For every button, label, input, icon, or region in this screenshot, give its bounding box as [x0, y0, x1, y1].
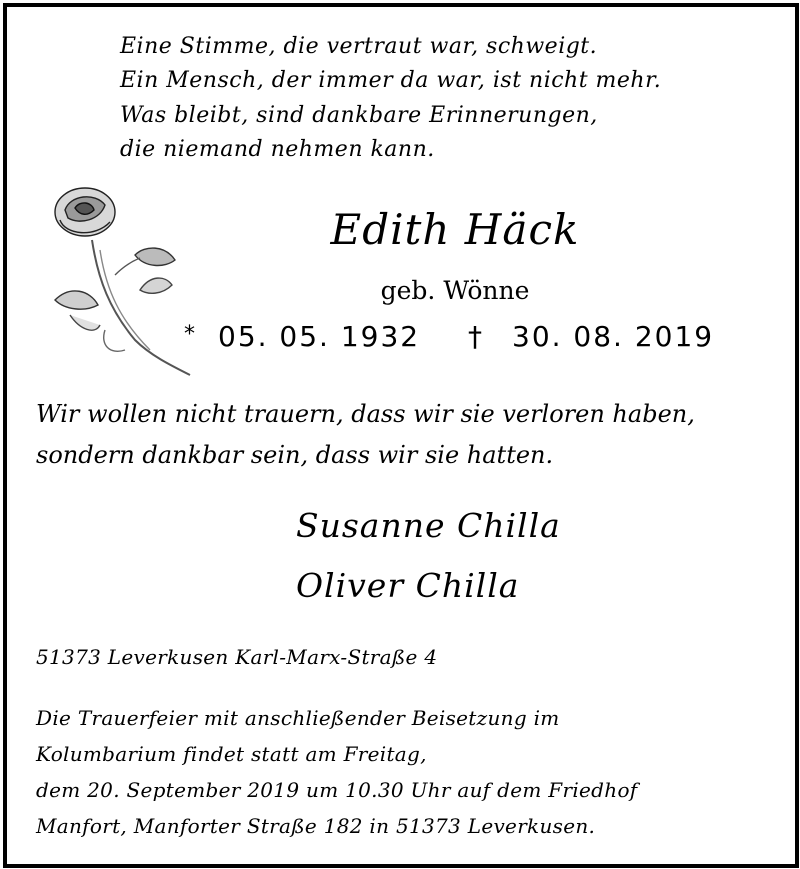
poem-line-1: Eine Stimme, die vertraut war, schweigt.	[120, 34, 598, 59]
ceremony-line-1: Die Trauerfeier mit anschließender Beisetzung im	[36, 706, 560, 730]
poem-line-2: Ein Mensch, der immer da war, ist nicht mehr.	[120, 68, 662, 93]
birth-date: 05. 05. 1932	[218, 320, 421, 353]
address: 51373 Leverkusen Karl-Marx-Straße 4	[36, 645, 438, 669]
quote-line-1: Wir wollen nicht trauern, dass wir sie verloren haben,	[36, 400, 695, 428]
obituary-frame	[3, 3, 799, 868]
deceased-name: Edith Häck	[330, 205, 580, 254]
quote-line-2: sondern dankbar sein, dass wir sie hatten.	[36, 441, 554, 469]
mourner-name-2: Oliver Chilla	[296, 566, 520, 605]
mourner-name-1: Susanne Chilla	[296, 506, 561, 545]
birth-name: geb. Wönne	[380, 276, 530, 305]
ceremony-line-3: dem 20. September 2019 um 10.30 Uhr auf dem Friedhof	[36, 778, 638, 802]
poem-line-4: die niemand nehmen kann.	[120, 137, 435, 162]
poem-line-3: Was bleibt, sind dankbare Erinnerungen,	[120, 103, 598, 128]
birth-symbol: *	[184, 322, 197, 347]
ceremony-line-4: Manfort, Manforter Straße 182 in 51373 Leverkusen.	[36, 814, 596, 838]
ceremony-line-2: Kolumbarium findet statt am Freitag,	[36, 742, 427, 766]
death-symbol: †	[468, 320, 484, 353]
death-date: 30. 08. 2019	[512, 320, 715, 353]
